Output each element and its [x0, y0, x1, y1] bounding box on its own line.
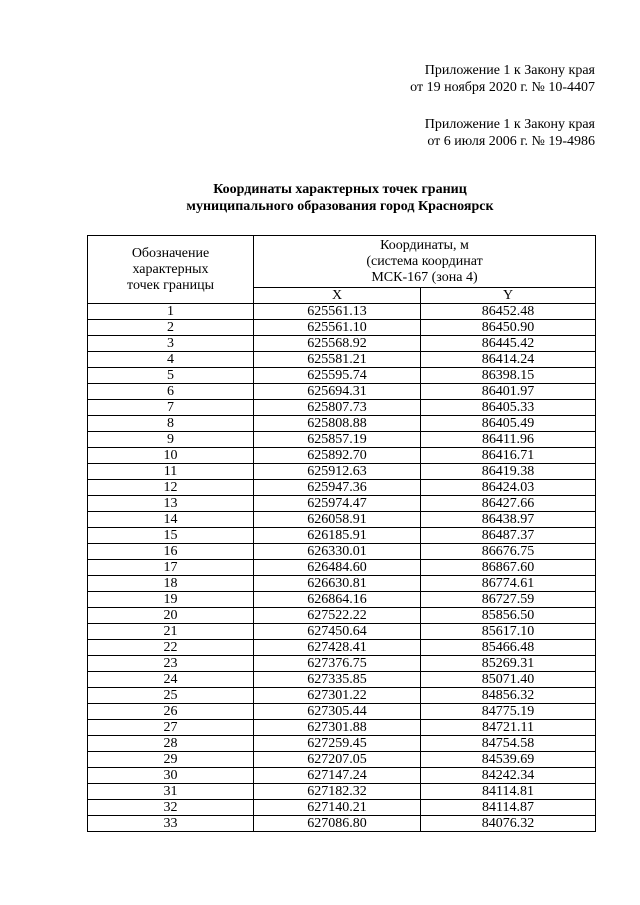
y-coordinate-cell: 84775.19: [421, 704, 596, 720]
y-coordinate-cell: 86405.49: [421, 416, 596, 432]
x-coordinate-cell: 627335.85: [254, 672, 421, 688]
point-number-cell: 6: [88, 384, 254, 400]
point-number-cell: 21: [88, 624, 254, 640]
x-coordinate-cell: 625694.31: [254, 384, 421, 400]
table-row: [88, 592, 596, 608]
table-row: [88, 528, 596, 544]
table-row: [88, 416, 596, 432]
x-coordinate-cell: 625808.88: [254, 416, 421, 432]
x-coordinate-cell: 626864.16: [254, 592, 421, 608]
point-number-cell: 15: [88, 528, 254, 544]
point-number-cell: 17: [88, 560, 254, 576]
table-row: [88, 464, 596, 480]
document-title-line2: муниципального образования город Красноярск: [186, 199, 494, 214]
table-row: [88, 448, 596, 464]
coordinates-table-body: [88, 304, 596, 832]
coordinates-header: Координаты, м (система координат МСК-167 (зона 4): [254, 236, 596, 288]
point-number-cell: 5: [88, 368, 254, 384]
point-number-cell: 30: [88, 768, 254, 784]
table-row: [88, 704, 596, 720]
x-coordinate-cell: 625581.21: [254, 352, 421, 368]
table-row: [88, 784, 596, 800]
point-designation-header: Обозначение характерных точек границы: [88, 236, 254, 304]
x-coordinate-cell: 625857.19: [254, 432, 421, 448]
x-coordinate-cell: 627207.05: [254, 752, 421, 768]
table-row: [88, 480, 596, 496]
y-coordinate-cell: 86487.37: [421, 528, 596, 544]
x-column-header: X: [254, 288, 421, 304]
table-row: [88, 672, 596, 688]
y-coordinate-cell: 86450.90: [421, 320, 596, 336]
y-column-header: Y: [421, 288, 596, 304]
x-coordinate-cell: 627086.80: [254, 816, 421, 832]
y-coordinate-cell: 84114.81: [421, 784, 596, 800]
table-row: [88, 624, 596, 640]
y-coordinate-cell: 86676.75: [421, 544, 596, 560]
y-coordinate-cell: 86867.60: [421, 560, 596, 576]
y-coordinate-cell: 86445.42: [421, 336, 596, 352]
x-coordinate-cell: 626484.60: [254, 560, 421, 576]
point-number-cell: 27: [88, 720, 254, 736]
coordinates-table-header: [88, 236, 596, 304]
x-coordinate-cell: 625561.13: [254, 304, 421, 320]
point-number-cell: 23: [88, 656, 254, 672]
y-coordinate-cell: 86438.97: [421, 512, 596, 528]
x-coordinate-cell: 626058.91: [254, 512, 421, 528]
table-row: [88, 720, 596, 736]
y-coordinate-cell: 86398.15: [421, 368, 596, 384]
appendix-original-line1: Приложение 1 к Закону края: [424, 117, 595, 132]
y-coordinate-cell: 86424.03: [421, 480, 596, 496]
y-coordinate-cell: 86416.71: [421, 448, 596, 464]
x-coordinate-cell: 627305.44: [254, 704, 421, 720]
table-row: [88, 400, 596, 416]
x-coordinate-cell: 627428.41: [254, 640, 421, 656]
point-number-cell: 10: [88, 448, 254, 464]
x-coordinate-cell: 627182.32: [254, 784, 421, 800]
table-row: [88, 752, 596, 768]
y-coordinate-cell: 84076.32: [421, 816, 596, 832]
x-coordinate-cell: 626185.91: [254, 528, 421, 544]
point-number-cell: 31: [88, 784, 254, 800]
y-coordinate-cell: 86414.24: [421, 352, 596, 368]
y-coordinate-cell: 85269.31: [421, 656, 596, 672]
point-number-cell: 7: [88, 400, 254, 416]
x-coordinate-cell: 625568.92: [254, 336, 421, 352]
point-number-cell: 33: [88, 816, 254, 832]
x-coordinate-cell: 627376.75: [254, 656, 421, 672]
y-coordinate-cell: 84856.32: [421, 688, 596, 704]
y-coordinate-cell: 86427.66: [421, 496, 596, 512]
x-coordinate-cell: 627450.64: [254, 624, 421, 640]
table-row: [88, 544, 596, 560]
point-number-cell: 25: [88, 688, 254, 704]
appendix-current-reference: [410, 62, 595, 96]
point-number-cell: 12: [88, 480, 254, 496]
x-coordinate-cell: 626330.01: [254, 544, 421, 560]
y-coordinate-cell: 84754.58: [421, 736, 596, 752]
table-row: [88, 304, 596, 320]
x-coordinate-cell: 627259.45: [254, 736, 421, 752]
table-row: [88, 576, 596, 592]
y-coordinate-cell: 86405.33: [421, 400, 596, 416]
table-row: [88, 688, 596, 704]
point-number-cell: 9: [88, 432, 254, 448]
y-coordinate-cell: 86401.97: [421, 384, 596, 400]
point-number-cell: 1: [88, 304, 254, 320]
table-row: [88, 368, 596, 384]
table-row: [88, 736, 596, 752]
y-coordinate-cell: 86411.96: [421, 432, 596, 448]
x-coordinate-cell: 627301.22: [254, 688, 421, 704]
table-row: [88, 768, 596, 784]
y-coordinate-cell: 86419.38: [421, 464, 596, 480]
point-number-cell: 29: [88, 752, 254, 768]
document-title-line1: Координаты характерных точек границ: [213, 182, 467, 197]
y-coordinate-cell: 84242.34: [421, 768, 596, 784]
table-row: [88, 496, 596, 512]
point-number-cell: 16: [88, 544, 254, 560]
point-number-cell: 14: [88, 512, 254, 528]
point-number-cell: 8: [88, 416, 254, 432]
x-coordinate-cell: 627140.21: [254, 800, 421, 816]
document-title: [0, 181, 640, 215]
table-row: [88, 512, 596, 528]
point-number-cell: 19: [88, 592, 254, 608]
point-number-cell: 11: [88, 464, 254, 480]
x-coordinate-cell: 625974.47: [254, 496, 421, 512]
table-row: [88, 384, 596, 400]
table-row: [88, 816, 596, 832]
x-coordinate-cell: 625912.63: [254, 464, 421, 480]
appendix-original-reference: [425, 116, 595, 150]
table-row: [88, 352, 596, 368]
point-number-cell: 4: [88, 352, 254, 368]
point-number-cell: 20: [88, 608, 254, 624]
appendix-current-line1: Приложение 1 к Закону края: [424, 63, 595, 78]
table-row: [88, 560, 596, 576]
table-row: [88, 336, 596, 352]
x-coordinate-cell: 625947.36: [254, 480, 421, 496]
point-number-cell: 32: [88, 800, 254, 816]
point-number-cell: 3: [88, 336, 254, 352]
point-number-cell: 24: [88, 672, 254, 688]
table-row: [88, 432, 596, 448]
y-coordinate-cell: 85856.50: [421, 608, 596, 624]
y-coordinate-cell: 86774.61: [421, 576, 596, 592]
y-coordinate-cell: 84114.87: [421, 800, 596, 816]
appendix-original-line2: от 6 июля 2006 г. № 19-4986: [427, 134, 595, 149]
point-number-cell: 26: [88, 704, 254, 720]
y-coordinate-cell: 86727.59: [421, 592, 596, 608]
x-coordinate-cell: 625892.70: [254, 448, 421, 464]
x-coordinate-cell: 625561.10: [254, 320, 421, 336]
table-row: [88, 608, 596, 624]
x-coordinate-cell: 626630.81: [254, 576, 421, 592]
point-number-cell: 22: [88, 640, 254, 656]
y-coordinate-cell: 84539.69: [421, 752, 596, 768]
y-coordinate-cell: 85466.48: [421, 640, 596, 656]
x-coordinate-cell: 627301.88: [254, 720, 421, 736]
x-coordinate-cell: 625807.73: [254, 400, 421, 416]
y-coordinate-cell: 86452.48: [421, 304, 596, 320]
table-row: [88, 320, 596, 336]
y-coordinate-cell: 85071.40: [421, 672, 596, 688]
x-coordinate-cell: 627147.24: [254, 768, 421, 784]
point-number-cell: 2: [88, 320, 254, 336]
table-row: [88, 656, 596, 672]
y-coordinate-cell: 85617.10: [421, 624, 596, 640]
x-coordinate-cell: 627522.22: [254, 608, 421, 624]
table-row: [88, 640, 596, 656]
coordinates-table: [87, 235, 596, 832]
table-row: [88, 800, 596, 816]
point-number-cell: 13: [88, 496, 254, 512]
point-number-cell: 18: [88, 576, 254, 592]
appendix-current-line2: от 19 ноября 2020 г. № 10-4407: [410, 80, 595, 95]
y-coordinate-cell: 84721.11: [421, 720, 596, 736]
point-number-cell: 28: [88, 736, 254, 752]
x-coordinate-cell: 625595.74: [254, 368, 421, 384]
